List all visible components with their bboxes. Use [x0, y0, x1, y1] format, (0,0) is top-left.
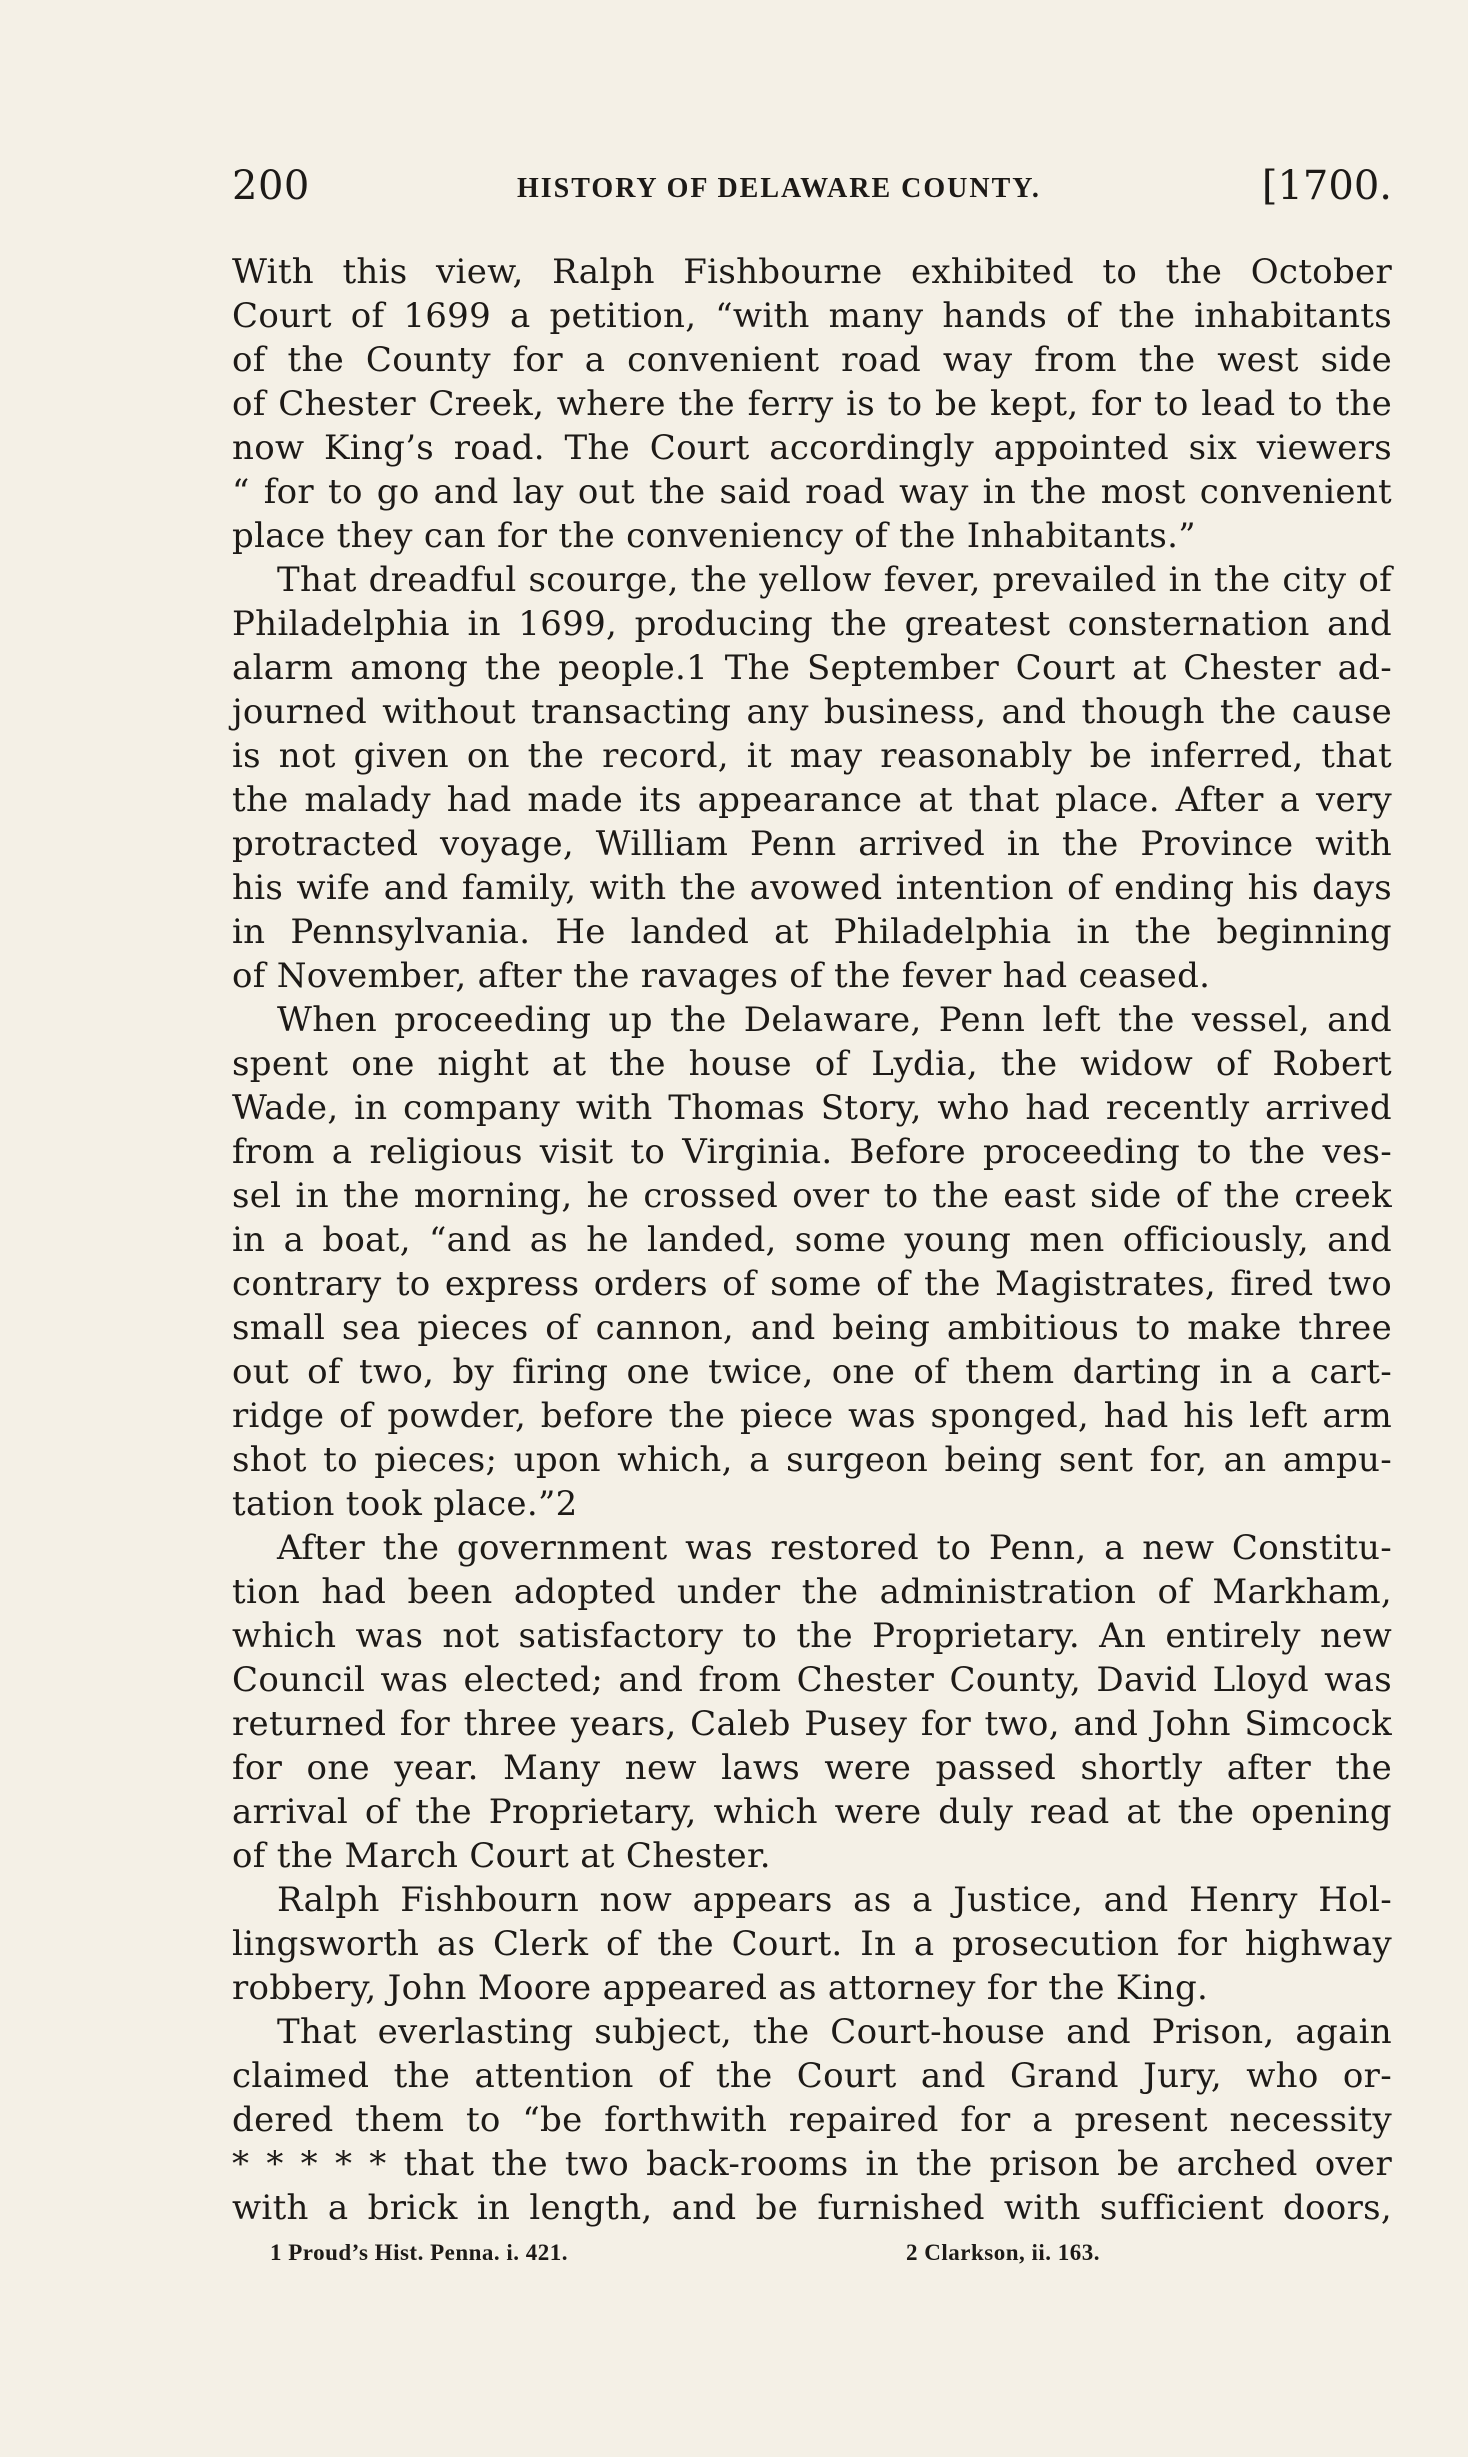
text-line: ridge of powder, before the piece was sponged, had his left arm [232, 1396, 1392, 1436]
text-line: lingsworth as Clerk of the Court. In a prosecution for highway [232, 1924, 1392, 1964]
page-number: 200 [232, 163, 310, 209]
text-line: Council was elected; and from Chester County, David Lloyd was [232, 1660, 1392, 1700]
text-line: protracted voyage, William Penn arrived in the Province with [232, 824, 1392, 864]
text-line: tation took place.”2 [232, 1484, 578, 1524]
running-header [232, 163, 1392, 223]
text-line: of the County for a convenient road way from the west side [232, 340, 1392, 380]
text-line: is not given on the record, it may reasonably be inferred, that [232, 736, 1392, 776]
text-line: When proceeding up the Delaware, Penn left the vessel, and [277, 1000, 1392, 1040]
text-line: dered them to “be forthwith repaired for a present necessity [232, 2100, 1392, 2140]
footnotes [270, 2240, 1310, 2280]
text-line: “ for to go and lay out the said road way in the most convenient [232, 472, 1392, 512]
text-line: Philadelphia in 1699, producing the greatest consternation and [232, 604, 1392, 644]
text-line: spent one night at the house of Lydia, the widow of Robert [232, 1044, 1392, 1084]
text-line: claimed the attention of the Court and Grand Jury, who or- [232, 2056, 1392, 2096]
text-line: That everlasting subject, the Court-house and Prison, again [277, 2012, 1392, 2052]
running-title: HISTORY OF DELAWARE COUNTY. [517, 173, 1041, 204]
text-line: out of two, by firing one twice, one of them darting in a cart- [232, 1352, 1392, 1392]
text-line: for one year. Many new laws were passed shortly after the [232, 1748, 1392, 1788]
text-line: in a boat, “and as he landed, some young men officiously, and [232, 1220, 1392, 1260]
text-line: sel in the morning, he crossed over to the east side of the creek [232, 1176, 1392, 1216]
footnote-2: 2 Clarkson, ii. 163. [906, 2240, 1101, 2265]
text-line: robbery, John Moore appeared as attorney for the King. [232, 1968, 1209, 2008]
text-line: Ralph Fishbourn now appears as a Justice, and Henry Hol- [277, 1880, 1392, 1920]
text-line: of Chester Creek, where the ferry is to be kept, for to lead to the [232, 384, 1392, 424]
footnote-1: 1 Proud’s Hist. Penna. i. 421. [270, 2240, 569, 2265]
text-line: With this view, Ralph Fishbourne exhibited to the October [232, 252, 1392, 292]
text-line: with a brick in length, and be furnished with sufficient doors, [232, 2188, 1392, 2228]
text-line: which was not satisfactory to the Proprietary. An entirely new [232, 1616, 1392, 1656]
text-line: tion had been adopted under the administration of Markham, [232, 1572, 1392, 1612]
text-line: now King’s road. The Court accordingly appointed six viewers [232, 428, 1392, 468]
body-text [232, 250, 1392, 2230]
text-line: arrival of the Proprietary, which were duly read at the opening [232, 1792, 1392, 1832]
text-line: small sea pieces of cannon, and being ambitious to make three [232, 1308, 1392, 1348]
text-line: That dreadful scourge, the yellow fever, prevailed in the city of [277, 560, 1392, 600]
text-line: * * * * * that the two back-rooms in the prison be arched over [232, 2144, 1392, 2184]
text-line: his wife and family, with the avowed intention of ending his days [232, 868, 1392, 908]
text-line: in Pennsylvania. He landed at Philadelphia in the beginning [232, 912, 1392, 952]
text-line: alarm among the people.1 The September Court at Chester ad- [232, 648, 1392, 688]
text-line: Wade, in company with Thomas Story, who had recently arrived [232, 1088, 1392, 1128]
text-line: contrary to express orders of some of the Magistrates, fired two [232, 1264, 1392, 1304]
text-line: shot to pieces; upon which, a surgeon being sent for, an ampu- [232, 1440, 1392, 1480]
text-line: Court of 1699 a petition, “with many hands of the inhabitants [232, 296, 1392, 336]
text-line: the malady had made its appearance at that place. After a very [232, 780, 1392, 820]
text-line: place they can for the conveniency of the Inhabitants.” [232, 516, 1196, 556]
text-line: returned for three years, Caleb Pusey for two, and John Simcock [232, 1704, 1392, 1744]
text-line: from a religious visit to Virginia. Before proceeding to the ves- [232, 1132, 1392, 1172]
text-line: of the March Court at Chester. [232, 1836, 771, 1876]
text-line: journed without transacting any business, and though the cause [232, 692, 1392, 732]
text-line: of November, after the ravages of the fever had ceased. [232, 956, 1211, 996]
text-line: After the government was restored to Penn, a new Constitu- [277, 1528, 1392, 1568]
header-year: [1700. [1261, 163, 1392, 209]
